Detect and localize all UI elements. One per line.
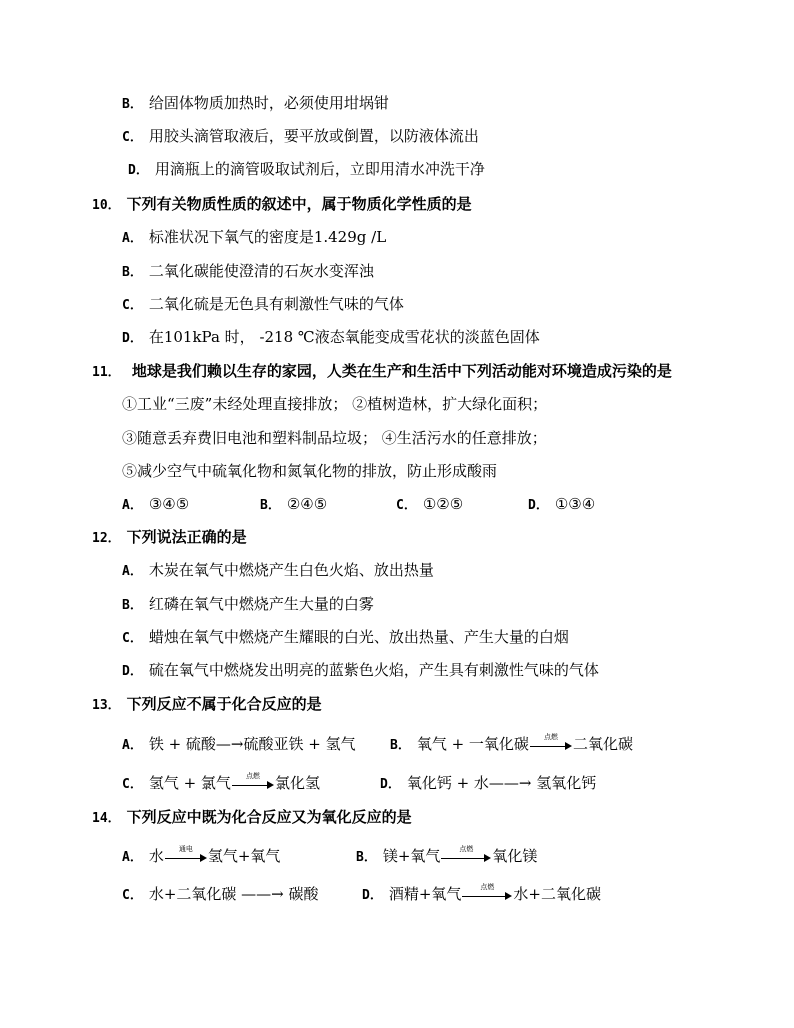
q12-option-c [122,627,569,649]
q10-option-d-text: 在101kPa 时， -218 ℃液态氧能变成雪花状的淡蓝色固体 [148,328,540,346]
reaction-arrow [232,772,274,793]
q11-option-a-label: A． [122,498,143,513]
q12-option-d-label: D． [122,664,143,679]
q9-option-c-text: 用胶头滴管取液后，要平放或倒置，以防液体流出 [148,127,479,145]
reaction-condition: 点燃 [245,772,260,780]
q9-option-d-label: D． [128,163,149,178]
q14-option-b-label: B． [356,850,377,865]
q14-option-d [362,884,601,906]
q13-option-b-lhs: 氧气 + 一氧化碳 [416,735,529,753]
q12-option-b-label: B． [122,598,143,613]
q14-option-c-text: 水+二氧化碳 ——→ 碳酸 [148,885,319,903]
q14-options-cd [122,884,601,906]
q9-option-b-text: 给固体物质加热时，必须使用坩埚钳 [148,94,389,112]
q11-option-d-text: ①③④ [554,495,596,513]
q11-option-d [528,494,595,516]
q11-item-line: ①工业“三废”未经处理直接排放； ②植树造林，扩大绿化面积； [122,395,548,413]
q12-number: 12． [92,531,121,546]
reaction-arrow [441,845,491,866]
q10-stem-text: 下列有关物质性质的叙述中，属于物质化学性质的是 [126,195,472,213]
q10-stem [92,194,472,216]
q9-option-d-text: 用滴瓶上的滴管吸取试剂后，立即用清水冲洗干净 [154,160,485,178]
reaction-condition: 点燃 [480,883,495,891]
q13-option-a-label: A． [122,738,143,753]
q13-option-b-label: B． [390,738,411,753]
q12-option-c-text: 蜡烛在氧气中燃烧产生耀眼的白光、放出热量、产生大量的白烟 [148,628,569,646]
q13-option-c-lhs: 氢气 + 氯气 [148,774,231,792]
q11-option-b [260,494,396,516]
reaction-condition: 点燃 [543,733,558,741]
q11-item-line: ⑤减少空气中硫氧化物和氮氧化物的排放，防止形成酸雨 [122,462,498,480]
q10-option-d [122,327,540,349]
q13-option-c [122,773,380,795]
q12-option-c-label: C． [122,631,143,646]
q13-option-a-text: 铁 + 硫酸—→硫酸亚铁 + 氢气 [148,735,356,753]
q10-option-c-label: C． [122,298,143,313]
q11-option-b-label: B． [260,498,281,513]
q12-option-a-label: A． [122,564,143,579]
q14-option-b-lhs: 镁+氧气 [382,847,441,865]
reaction-condition: 通电 [178,845,193,853]
q13-option-d [380,773,596,795]
reaction-condition: 点燃 [459,845,474,853]
q14-option-c [122,884,362,906]
q13-option-a [122,734,390,756]
q10-option-d-label: D． [122,331,143,346]
q9-option-b [122,93,389,115]
q10-option-b [122,261,374,283]
q11-number: 11． [92,365,121,380]
q11-item-line: ③随意丢弃费旧电池和塑料制品垃圾； ④生活污水的任意排放； [122,429,547,447]
reaction-arrow [530,733,572,754]
q12-option-d-text: 硫在氧气中燃烧发出明亮的蓝紫色火焰，产生具有刺激性气味的气体 [148,661,599,679]
q11-options [122,494,595,516]
reaction-arrow [462,883,512,904]
q10-option-a-text: 标准状况下氧气的密度是1.429g /L [148,228,387,246]
q9-option-d [128,159,485,181]
q11-option-c [396,494,528,516]
q11-option-c-label: C． [396,498,417,513]
q11-option-c-text: ①②⑤ [422,495,464,513]
q12-option-b [122,594,374,616]
q11-option-a [122,494,260,516]
q12-stem [92,527,247,549]
q14-option-b-rhs: 氧化镁 [492,847,538,865]
q13-stem [92,694,322,716]
q12-option-d [122,660,599,682]
q10-option-a-label: A． [122,231,143,246]
q14-option-a-label: A． [122,850,143,865]
q14-option-b [356,846,537,868]
q13-option-d-label: D． [380,777,401,792]
q14-stem [92,807,412,829]
q13-option-b [390,734,633,756]
q9-option-c [122,126,479,148]
q10-option-c [122,294,404,316]
q14-option-d-lhs: 酒精+氧气 [388,885,462,903]
q12-option-a-text: 木炭在氧气中燃烧产生白色火焰、放出热量 [148,561,434,579]
q12-option-b-text: 红磷在氧气中燃烧产生大量的白雾 [148,595,374,613]
reaction-arrow [165,845,207,866]
q11-stem [92,361,672,383]
q13-number: 13． [92,698,121,713]
q11-option-d-label: D． [528,498,549,513]
q14-option-d-rhs: 水+二氧化碳 [513,885,601,903]
q14-option-a-lhs: 水 [148,847,164,865]
q14-number: 14． [92,811,121,826]
q10-option-a [122,227,386,249]
q14-stem-text: 下列反应中既为化合反应又为氧化反应的是 [126,808,412,826]
q13-option-c-label: C． [122,777,143,792]
q12-stem-text: 下列说法正确的是 [126,528,247,546]
q10-option-b-text: 二氧化碳能使澄清的石灰水变浑浊 [148,262,374,280]
q10-option-b-label: B． [122,265,143,280]
q10-option-c-text: 二氧化硫是无色具有刺激性气味的气体 [148,295,404,313]
q9-option-b-label: B． [122,97,143,112]
q13-option-d-text: 氧化钙 + 水——→ 氢氧化钙 [406,774,597,792]
q14-option-a-rhs: 氢气+氧气 [207,847,281,865]
q10-number: 10． [92,198,121,213]
q11-option-b-text: ②④⑤ [286,495,328,513]
q13-options-ab [122,734,633,756]
q13-stem-text: 下列反应不属于化合反应的是 [126,695,322,713]
q11-option-a-text: ③④⑤ [148,495,190,513]
q9-option-c-label: C． [122,130,143,145]
q14-options-ab [122,846,537,868]
q14-option-a [122,846,356,868]
q14-option-d-label: D． [362,888,383,903]
q13-option-c-rhs: 氯化氢 [274,774,320,792]
q13-options-cd [122,773,596,795]
q12-option-a [122,560,434,582]
q11-stem-text: 地球是我们赖以生存的家园，人类在生产和生活中下列活动能对环境造成污染的是 [126,362,672,380]
q13-option-b-rhs: 二氧化碳 [572,735,633,753]
q14-option-c-label: C． [122,888,143,903]
